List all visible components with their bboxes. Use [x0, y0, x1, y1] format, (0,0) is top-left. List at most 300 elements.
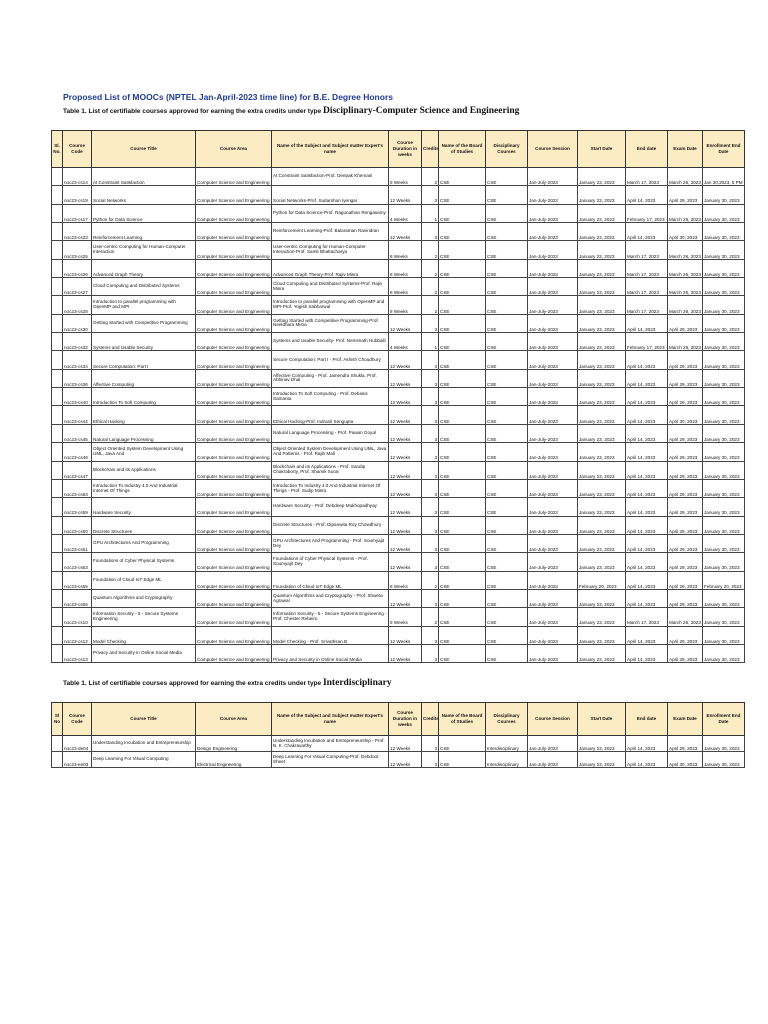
cell-exam-date: March 26, 2023 — [668, 241, 703, 259]
table-row — [52, 644, 745, 662]
cell-course-area: Computer Science and Engineering — [196, 241, 272, 259]
table-row — [52, 424, 745, 442]
cell-enrollment-end: January 30, 2023 — [703, 351, 745, 369]
cell-credits: 3 — [422, 186, 439, 204]
cell-session: Jan-July-2023 — [528, 553, 578, 571]
cell-course-area: Computer Science and Engineering — [196, 461, 272, 479]
table-row — [52, 571, 745, 589]
header-disciplinary: Disciplinary Courses — [486, 703, 528, 736]
cell-course-title: Model Checking — [92, 626, 196, 644]
header-exam-date: Exam Date — [668, 131, 703, 168]
table-row — [52, 626, 745, 644]
cell-session: Jan-July-2023 — [528, 351, 578, 369]
cell-disciplinary: CSE — [486, 571, 528, 589]
cell-start-date: January 23, 2023 — [578, 278, 626, 296]
cell-enrollment-end: January 30, 2023 — [703, 626, 745, 644]
cell-board: CSE — [439, 626, 486, 644]
cell-end-date: April 14, 2023 — [626, 424, 668, 442]
cell-course-code: noc23-cs10 — [63, 608, 92, 626]
table-header-row — [52, 703, 745, 736]
cell-course-area: Computer Science and Engineering — [196, 516, 272, 534]
cell-session: Jan-July-2023 — [528, 644, 578, 662]
cell-enrollment-end: January 30, 2023 — [703, 443, 745, 461]
cell-course-title: Blockchain and its Applications — [92, 461, 196, 479]
cell-course-area: Computer Science and Engineering — [196, 571, 272, 589]
cell-course-code: noc23-cs32 — [63, 333, 92, 351]
cell-end-date: April 14, 2023 — [626, 589, 668, 607]
cell-end-date: April 14, 2023 — [626, 644, 668, 662]
cell-start-date: January 23, 2023 — [578, 626, 626, 644]
cell-course-code: noc23-cs23 — [63, 223, 92, 241]
table-row — [52, 186, 745, 204]
cell-course-code: noc23-cs25 — [63, 241, 92, 259]
cell-credits: 2 — [422, 296, 439, 314]
cell-subject-expert: Understanding Incubation and Entrepreneurship - Prof. B. K. Chakravarthy — [272, 736, 389, 752]
cell-start-date: January 23, 2023 — [578, 314, 626, 332]
cell-sl-no — [52, 314, 63, 332]
cell-start-date: January 23, 2023 — [578, 241, 626, 259]
cell-session: Jan-July-2023 — [528, 333, 578, 351]
cell-exam-date: April 30, 2023 — [668, 406, 703, 424]
cell-credits: 2 — [422, 168, 439, 186]
cell-exam-date: March 26, 2023 — [668, 296, 703, 314]
cell-course-code: noc23-cs59 — [63, 498, 92, 516]
cell-disciplinary: CSE — [486, 406, 528, 424]
cell-session: Jan-July-2023 — [528, 736, 578, 752]
cell-sl-no — [52, 388, 63, 406]
cell-credits: 1 — [422, 333, 439, 351]
table-row — [52, 296, 745, 314]
cell-start-date: January 23, 2023 — [578, 534, 626, 552]
cell-course-code: noc23-cs28 — [63, 296, 92, 314]
cell-subject-expert: Object Oriented System Development Using UML, Java And Patterns - Prof. Rajib Mall — [272, 443, 389, 461]
cell-sl-no — [52, 333, 63, 351]
cell-course-code: noc23-cs53 — [63, 479, 92, 497]
header-exam-date: Exam Date — [668, 703, 703, 736]
cell-exam-date: April 29, 2023 — [668, 388, 703, 406]
cell-start-date: January 23, 2023 — [578, 752, 626, 768]
cell-exam-date: April 29, 2023 — [668, 644, 703, 662]
cell-course-area: Computer Science and Engineering — [196, 608, 272, 626]
cell-course-code: noc23-cs63 — [63, 553, 92, 571]
cell-enrollment-end: January 30, 2023 — [703, 553, 745, 571]
cell-disciplinary: CSE — [486, 388, 528, 406]
cell-disciplinary: CSE — [486, 351, 528, 369]
table1-caption-type: Disciplinary-Computer Science and Engineering — [322, 106, 520, 116]
table-row — [52, 259, 745, 277]
cell-duration: 8 Weeks — [389, 296, 422, 314]
cell-end-date: April 14, 2023 — [626, 351, 668, 369]
cell-credits: 2 — [422, 608, 439, 626]
cell-end-date: April 14, 2023 — [626, 534, 668, 552]
cell-subject-expert: Natural Language Processing - Prof. Pawan Goyal — [272, 424, 389, 442]
cell-subject-expert: Python for Data Science-Prof. Ragunathan Rengasamy — [272, 204, 389, 222]
cell-course-code: noc23-cs26 — [63, 259, 92, 277]
header-start-date: Start Date — [578, 703, 626, 736]
cell-end-date: March 17, 2023 — [626, 608, 668, 626]
header-sl-no: Sl No — [52, 703, 63, 736]
header-sl-no: Sl. No. — [52, 131, 63, 168]
cell-end-date: March 17, 2023 — [626, 259, 668, 277]
header-course-title: Course Title — [92, 131, 196, 168]
header-duration: Course Duration in weeks — [389, 131, 422, 168]
cell-duration: 8 Weeks — [389, 608, 422, 626]
cell-start-date: January 23, 2023 — [578, 259, 626, 277]
cell-subject-expert: Discrete Structures - Prof. Dipanwita Roy Chowdhury — [272, 516, 389, 534]
cell-enrollment-end: January 30, 2023 — [703, 644, 745, 662]
cell-start-date: January 23, 2023 — [578, 644, 626, 662]
cell-duration: 12 Weeks — [389, 644, 422, 662]
cell-session: Jan-July-2023 — [528, 296, 578, 314]
cell-exam-date: March 26, 2023 — [668, 259, 703, 277]
cell-subject-expert: Introduction to parallel programming with OpenMP and MPI-Prof. Yogish Sabharwal — [272, 296, 389, 314]
cell-start-date: January 23, 2023 — [578, 479, 626, 497]
table2-caption-prefix: Table 1. List of certifiable courses approved for earning the extra credits under type — [63, 680, 323, 687]
table-row — [52, 388, 745, 406]
cell-end-date: April 14, 2023 — [626, 186, 668, 204]
cell-disciplinary: CSE — [486, 333, 528, 351]
cell-subject-expert: User-centric Computing for Human-Computer Interaction-Prof. Samit Bhattacharya — [272, 241, 389, 259]
cell-duration: 8 Weeks — [389, 168, 422, 186]
table-row — [52, 516, 745, 534]
cell-session: Jan-July-2023 — [528, 534, 578, 552]
cell-credits: 3 — [422, 424, 439, 442]
cell-subject-expert: Hardware Security - Prof. Debdeep Mukhopadhyay — [272, 498, 389, 516]
cell-enrollment-end: January 30, 2023 — [703, 479, 745, 497]
cell-board: CSE — [439, 241, 486, 259]
table-row — [52, 461, 745, 479]
cell-course-title: Python for Data Science — [92, 204, 196, 222]
cell-course-area: Computer Science and Engineering — [196, 314, 272, 332]
cell-end-date: April 14, 2023 — [626, 461, 668, 479]
cell-disciplinary: CSE — [486, 461, 528, 479]
header-board: Name of the Board of Studies — [439, 703, 486, 736]
cell-credits: 3 — [422, 461, 439, 479]
cell-duration: 12 Weeks — [389, 498, 422, 516]
cell-subject-expert: Secure Computation: Part I - Prof. Ashish Choudhury — [272, 351, 389, 369]
cell-session: Jan-July-2023 — [528, 278, 578, 296]
cell-exam-date: April 29, 2023 — [668, 553, 703, 571]
cell-sl-no — [52, 223, 63, 241]
cell-duration: 12 Weeks — [389, 314, 422, 332]
cell-course-title: Reinforcement Learning — [92, 223, 196, 241]
cell-end-date: April 14, 2023 — [626, 479, 668, 497]
cell-course-code: noc23-cs47 — [63, 461, 92, 479]
cell-session: Jan-July-2023 — [528, 589, 578, 607]
cell-subject-expert: Quantum Algorithms and Cryptography - Prof. Shweta Agrawal — [272, 589, 389, 607]
header-enrollment-end: Enrollment End Date — [703, 131, 745, 168]
cell-disciplinary: CSE — [486, 626, 528, 644]
cell-end-date: April 14, 2023 — [626, 553, 668, 571]
table-row — [52, 479, 745, 497]
cell-session: Jan-July-2023 — [528, 608, 578, 626]
cell-course-title: Discrete Structures — [92, 516, 196, 534]
cell-course-code: noc23-cs45 — [63, 424, 92, 442]
cell-course-area: Computer Science and Engineering — [196, 351, 272, 369]
cell-board: CSE — [439, 516, 486, 534]
cell-start-date: January 23, 2023 — [578, 333, 626, 351]
cell-disciplinary: CSE — [486, 314, 528, 332]
cell-sl-no — [52, 644, 63, 662]
cell-credits: 3 — [422, 752, 439, 768]
cell-board: CSE — [439, 204, 486, 222]
header-session: Course Session — [528, 131, 578, 168]
cell-board: CSE — [439, 553, 486, 571]
cell-enrollment-end: January 30, 2023 — [703, 278, 745, 296]
table-row — [52, 534, 745, 552]
cell-course-code: noc23-cs17 — [63, 204, 92, 222]
cell-course-title: Deep Learning For Visual Computing — [92, 752, 196, 768]
table-row — [52, 752, 745, 768]
cell-course-area: Computer Science and Engineering — [196, 168, 272, 186]
cell-credits: 3 — [422, 498, 439, 516]
cell-exam-date: April 29, 2023 — [668, 516, 703, 534]
cell-duration: 4 Weeks — [389, 204, 422, 222]
cell-board: CSE — [439, 186, 486, 204]
cell-disciplinary: CSE — [486, 644, 528, 662]
cell-exam-date: April 29, 2023 — [668, 424, 703, 442]
cell-session: Jan-July-2023 — [528, 424, 578, 442]
cell-board: CSE — [439, 259, 486, 277]
cell-board: CSE — [439, 314, 486, 332]
cell-exam-date: April 29, 2023 — [668, 736, 703, 752]
cell-disciplinary: Interdisciplinary — [486, 752, 528, 768]
cell-duration: 12 Weeks — [389, 443, 422, 461]
cell-course-area: Computer Science and Engineering — [196, 388, 272, 406]
cell-sl-no — [52, 752, 63, 768]
cell-session: Jan-July-2023 — [528, 461, 578, 479]
cell-start-date: January 23, 2023 — [578, 204, 626, 222]
table-row — [52, 204, 745, 222]
cell-end-date: February 17, 2023 — [626, 333, 668, 351]
cell-disciplinary: CSE — [486, 186, 528, 204]
cell-board: CSE — [439, 424, 486, 442]
cell-board: CSE — [439, 644, 486, 662]
cell-course-area: Computer Science and Engineering — [196, 589, 272, 607]
table-row — [52, 498, 745, 516]
cell-board: CSE — [439, 589, 486, 607]
cell-disciplinary: CSE — [486, 443, 528, 461]
header-credits: Credits — [422, 131, 439, 168]
cell-subject-expert: Information Security - 5 - Secure Systems Engineering - Prof. Chester Rebeiro — [272, 608, 389, 626]
cell-duration: 12 Weeks — [389, 589, 422, 607]
cell-exam-date: April 29, 2023 — [668, 461, 703, 479]
cell-disciplinary: CSE — [486, 479, 528, 497]
cell-enrollment-end: January 30, 2023 — [703, 608, 745, 626]
table-row — [52, 369, 745, 387]
cell-course-title: Natural Language Processing — [92, 424, 196, 442]
cell-start-date: January 23, 2023 — [578, 736, 626, 752]
cell-disciplinary: CSE — [486, 608, 528, 626]
cell-enrollment-end: January 30, 2023 — [703, 259, 745, 277]
cell-sl-no — [52, 351, 63, 369]
cell-enrollment-end: January 30, 2023 — [703, 534, 745, 552]
table-row — [52, 333, 745, 351]
cell-course-area: Computer Science and Engineering — [196, 186, 272, 204]
header-subject-expert: Name of the Subject and Subject matter Expert's name — [272, 703, 389, 736]
cell-end-date: February 17, 2023 — [626, 204, 668, 222]
cell-enrollment-end: January 30, 2023 — [703, 752, 745, 768]
cell-end-date: March 17, 2023 — [626, 278, 668, 296]
cell-course-title: Foundations of Cyber Physical Systems — [92, 553, 196, 571]
cell-exam-date: April 29, 2023 — [668, 498, 703, 516]
cell-sl-no — [52, 168, 63, 186]
cell-exam-date: April 29, 2023 — [668, 314, 703, 332]
cell-subject-expert: Deep Learning For Visual Computing-Prof. Debdoot Sheet — [272, 752, 389, 768]
header-course-area: Course Area — [196, 703, 272, 736]
cell-sl-no — [52, 479, 63, 497]
cell-course-area: Computer Science and Engineering — [196, 553, 272, 571]
cell-credits: 3 — [422, 223, 439, 241]
cell-board: CSE — [439, 406, 486, 424]
cell-duration: 12 Weeks — [389, 424, 422, 442]
cell-board: CSE — [439, 752, 486, 768]
cell-course-title: User-centric Computing for Human-Computer Interaction — [92, 241, 196, 259]
cell-exam-date: April 29, 2023 — [668, 369, 703, 387]
header-session: Course Session — [528, 703, 578, 736]
table1-caption-prefix: Table 1. List of certifiable courses approved for earning the extra credits under type — [63, 108, 323, 115]
cell-enrollment-end: January 30, 2023 — [703, 314, 745, 332]
cell-session: Jan-July-2023 — [528, 168, 578, 186]
cell-board: CSE — [439, 296, 486, 314]
table-row — [52, 589, 745, 607]
cell-session: Jan-July-2023 — [528, 626, 578, 644]
header-subject-expert: Name of the Subject and Subject matter Expert's name — [272, 131, 389, 168]
cell-course-title: Systems and Usable Security — [92, 333, 196, 351]
cell-subject-expert: Ethical Hacking-Prof. Indranil Sengupta — [272, 406, 389, 424]
cell-subject-expert: Getting Started with Competitive Programming-Prof. Neeldhara Misra — [272, 314, 389, 332]
cell-end-date: April 14, 2023 — [626, 223, 668, 241]
cell-session: Jan-July-2023 — [528, 186, 578, 204]
cell-end-date: March 17, 2023 — [626, 296, 668, 314]
cell-course-code: noc23-cs61 — [63, 534, 92, 552]
cell-course-code: noc23-cs60 — [63, 516, 92, 534]
cell-sl-no — [52, 461, 63, 479]
cell-end-date: April 14, 2023 — [626, 406, 668, 424]
cell-subject-expert: Introduction To Soft Computing - Prof. Debasis Samanta — [272, 388, 389, 406]
cell-credits: 3 — [422, 516, 439, 534]
cell-duration: 8 Weeks — [389, 571, 422, 589]
cell-exam-date: April 30, 2023 — [668, 223, 703, 241]
cell-disciplinary: CSE — [486, 223, 528, 241]
header-course-code: Course Code — [63, 703, 92, 736]
table-row — [52, 736, 745, 752]
cell-exam-date: April 29, 2023 — [668, 351, 703, 369]
cell-duration: 12 Weeks — [389, 479, 422, 497]
cell-course-code: noc23-cs46 — [63, 443, 92, 461]
header-course-code: Course Code — [63, 131, 92, 168]
table-row — [52, 443, 745, 461]
cell-course-code: noc23-ee03 — [63, 752, 92, 768]
cell-exam-date: March 26, 2023 — [668, 608, 703, 626]
cell-exam-date: April 29, 2023 — [668, 626, 703, 644]
cell-board: CSE — [439, 479, 486, 497]
cell-credits: 3 — [422, 388, 439, 406]
cell-session: Jan-July-2023 — [528, 241, 578, 259]
cell-session: Jan-July-2023 — [528, 516, 578, 534]
cell-course-code: noc23-cs06 — [63, 589, 92, 607]
cell-start-date: January 23, 2023 — [578, 553, 626, 571]
cell-start-date: January 23, 2023 — [578, 516, 626, 534]
cell-duration: 12 Weeks — [389, 461, 422, 479]
cell-sl-no — [52, 534, 63, 552]
cell-sl-no — [52, 608, 63, 626]
cell-credits: 1 — [422, 204, 439, 222]
cell-board: CSE — [439, 168, 486, 186]
cell-enrollment-end: January 30, 2023 — [703, 204, 745, 222]
cell-start-date: January 23, 2023 — [578, 186, 626, 204]
header-board: Name of the Board of Studies — [439, 131, 486, 168]
cell-duration: 12 Weeks — [389, 626, 422, 644]
cell-course-title: Foundation of Cloud IoT Edge ML — [92, 571, 196, 589]
table-row — [52, 608, 745, 626]
cell-subject-expert: Foundations of Cyber Physical Systems - Prof. Soumyajit Dey — [272, 553, 389, 571]
cell-end-date: March 17, 2023 — [626, 241, 668, 259]
cell-start-date: January 23, 2023 — [578, 406, 626, 424]
cell-disciplinary: CSE — [486, 278, 528, 296]
cell-session: Jan-July-2023 — [528, 498, 578, 516]
table1-body — [52, 168, 745, 663]
cell-course-code: noc23-cs30 — [63, 314, 92, 332]
cell-sl-no — [52, 186, 63, 204]
cell-course-title: Affective Computing — [92, 369, 196, 387]
cell-start-date: January 23, 2023 — [578, 388, 626, 406]
cell-start-date: January 23, 2023 — [578, 589, 626, 607]
cell-credits: 3 — [422, 534, 439, 552]
cell-course-code: noc23-cs27 — [63, 278, 92, 296]
table-row — [52, 553, 745, 571]
table2-caption — [63, 678, 392, 688]
cell-subject-expert: Systems and Usable Security- Prof. Nemimath Hubballi — [272, 333, 389, 351]
cell-disciplinary: CSE — [486, 204, 528, 222]
cell-board: CSE — [439, 369, 486, 387]
cell-duration: 8 Weeks — [389, 241, 422, 259]
cell-board: CSE — [439, 278, 486, 296]
cell-disciplinary: CSE — [486, 168, 528, 186]
interdisciplinary-courses-table — [51, 702, 745, 768]
table-row — [52, 406, 745, 424]
header-enrollment-end: Enrollment End Date — [703, 703, 745, 736]
cell-session: Jan-July-2023 — [528, 571, 578, 589]
cell-board: CSE — [439, 498, 486, 516]
cell-course-title: Ethical Hacking — [92, 406, 196, 424]
header-course-area: Course Area — [196, 131, 272, 168]
cell-disciplinary: CSE — [486, 424, 528, 442]
cell-enrollment-end: January 30, 2023 — [703, 241, 745, 259]
cell-sl-no — [52, 553, 63, 571]
cell-credits: 3 — [422, 406, 439, 424]
cell-start-date: January 23, 2023 — [578, 498, 626, 516]
cell-credits: 3 — [422, 369, 439, 387]
cell-subject-expert: Cloud Computing and Distributed Systems-Prof. Rajiv Misra — [272, 278, 389, 296]
cell-course-title: Quantum Algorithms and Cryptography — [92, 589, 196, 607]
cell-enrollment-end: January 30, 2023 — [703, 424, 745, 442]
cell-enrollment-end: January 30, 2023 — [703, 333, 745, 351]
cell-exam-date: April 29, 2023 — [668, 443, 703, 461]
cell-course-title: AI:Constraint Satisfaction — [92, 168, 196, 186]
cell-session: Jan-July-2023 — [528, 443, 578, 461]
cell-course-area: Computer Science and Engineering — [196, 644, 272, 662]
cell-course-code: noc23-cs44 — [63, 406, 92, 424]
cell-disciplinary: Interdisciplinary — [486, 736, 528, 752]
cell-end-date: April 14, 2023 — [626, 443, 668, 461]
cell-end-date: March 17, 2023 — [626, 168, 668, 186]
cell-course-title: Introduction To Soft Computing — [92, 388, 196, 406]
cell-board: CSE — [439, 461, 486, 479]
cell-enrollment-end: January 30, 2023 — [703, 461, 745, 479]
cell-board: CSE — [439, 534, 486, 552]
cell-end-date: April 14, 2023 — [626, 498, 668, 516]
